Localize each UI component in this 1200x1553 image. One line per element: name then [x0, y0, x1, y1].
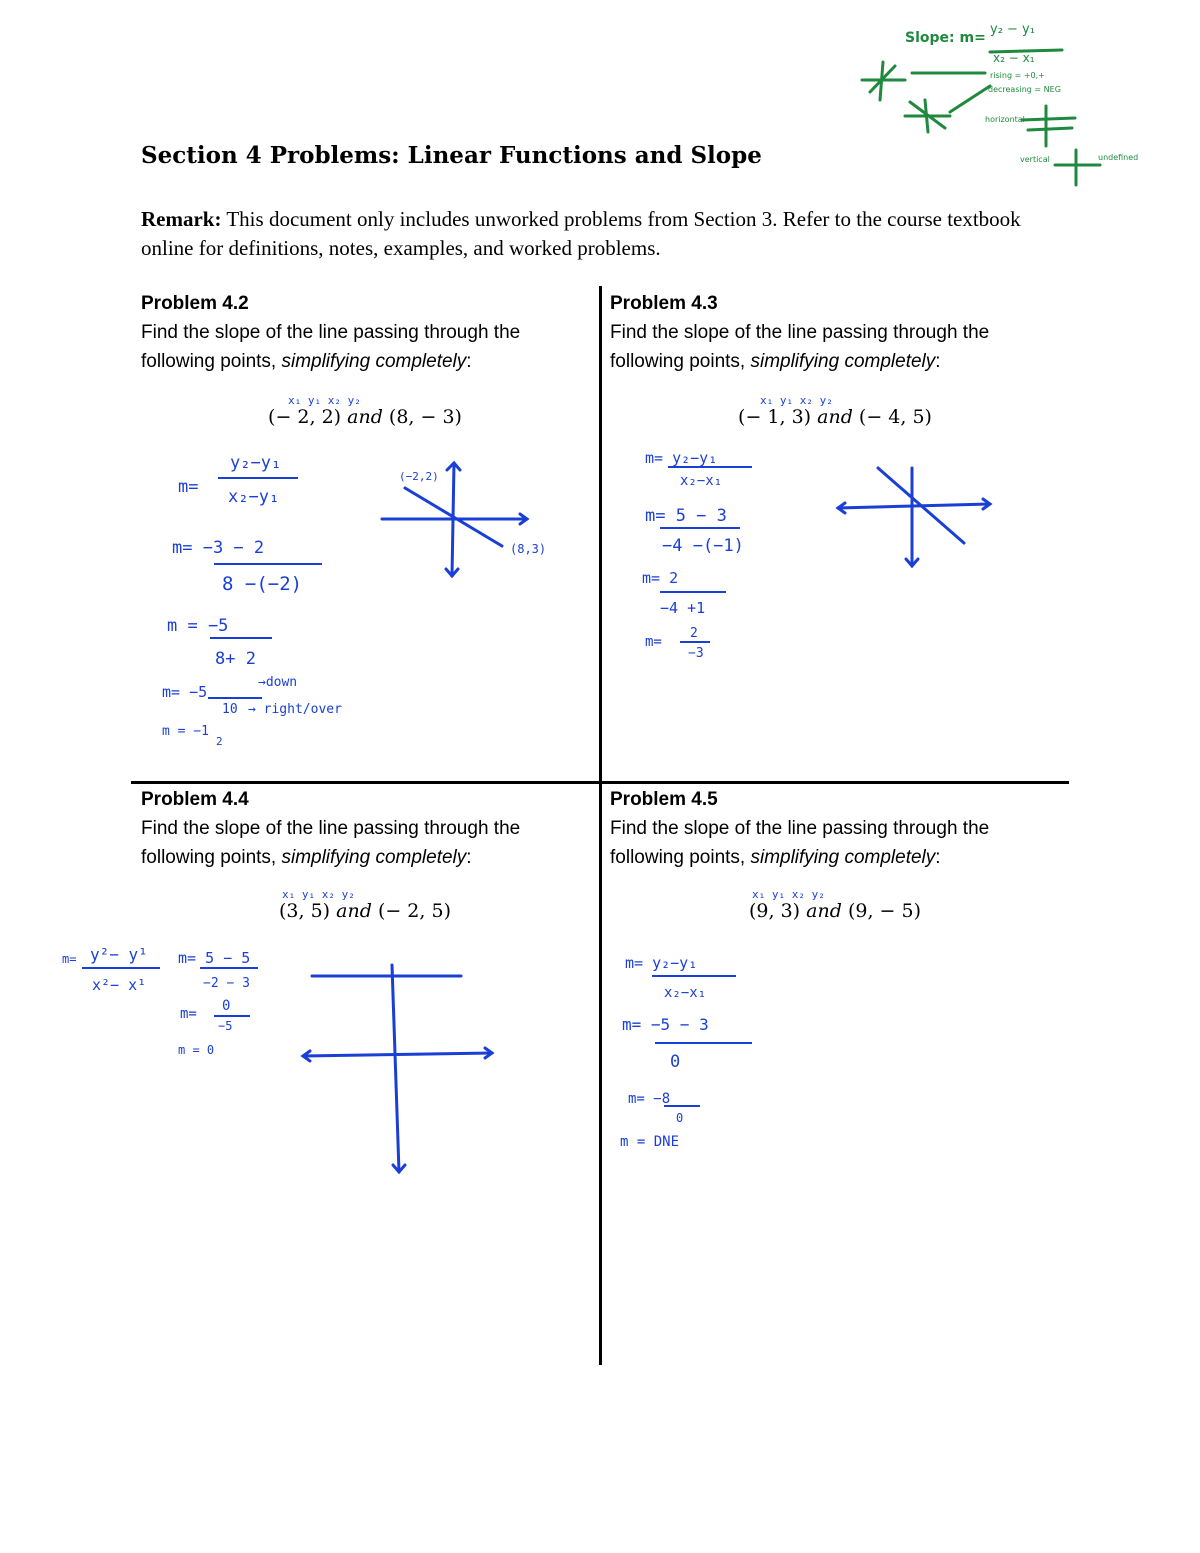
point-1: (− 1, 3): [738, 406, 812, 428]
graph-point-label: (8,3): [510, 542, 547, 556]
graph-point-label: (−2,2): [399, 470, 439, 483]
slope-numerator: y₂ − y₁: [990, 22, 1035, 37]
work-line: −2 − 3: [203, 976, 250, 991]
margin-note-text: [905, 22, 1138, 164]
work-problem-4-2: [162, 394, 546, 748]
problem-prompt: Find the slope of the line passing through the following points, simplifying completely:: [610, 818, 990, 868]
problem-prompt: Find the slope of the line passing through the following points, simplifying completely:: [141, 818, 521, 868]
page-title: Section 4 Problems: Linear Functions and Slope: [141, 142, 762, 169]
work-problem-4-3: [642, 394, 990, 661]
point-2: (8, − 3): [388, 406, 462, 428]
margin-notes: [862, 50, 1100, 185]
conjunction: and: [347, 406, 383, 428]
point-labels: x₁ y₁ x₂ y₂: [760, 394, 833, 407]
work-line: m= −5: [162, 683, 208, 701]
work-line: m=: [178, 477, 199, 497]
remark-text: This document only includes unworked problems from Section 3. Refer to the course textbook online for definitions, notes, examples, and worked problems.: [141, 207, 1021, 260]
point-1: (3, 5): [279, 900, 331, 922]
work-line: 8+ 2: [215, 649, 256, 669]
point-2: (9, − 5): [847, 900, 921, 922]
work-line: m = DNE: [620, 1134, 680, 1150]
work-line: m = 0: [178, 1043, 215, 1057]
positive-slope-note: rising = +0,+: [990, 71, 1045, 80]
work-line: m= −5 − 3: [622, 1015, 709, 1034]
work-line: m=: [180, 1006, 197, 1022]
work-line: → right/over: [248, 702, 342, 717]
work-line: x₂−x₁: [664, 985, 707, 1001]
work-line: →down: [258, 675, 298, 690]
conjunction: and: [817, 406, 853, 428]
horizontal-note: horizontal: [985, 115, 1025, 124]
work-line: m= 5 − 5: [178, 949, 251, 967]
work-line: −4 −(−1): [662, 536, 744, 556]
point-2: (− 2, 5): [377, 900, 451, 922]
work-line: −4 +1: [660, 599, 706, 617]
problem-title: Problem 4.2: [141, 293, 249, 314]
work-line: m=: [62, 952, 77, 966]
work-line: m = −5: [167, 616, 229, 636]
point-labels: x₁ y₁ x₂ y₂: [288, 394, 361, 407]
work-line: 0: [670, 1052, 681, 1072]
work-line: m= 2: [642, 569, 679, 587]
work-line: m = −1: [162, 724, 209, 739]
slope-denominator: x₂ − x₁: [993, 51, 1035, 65]
work-problem-4-5: [620, 888, 825, 1150]
negative-slope-note: decreasing = NEG: [988, 85, 1061, 94]
point-1: (9, 3): [749, 900, 801, 922]
problem-title: Problem 4.4: [141, 789, 249, 810]
work-line: m= 5 − 3: [645, 506, 727, 526]
point-2: (− 4, 5): [858, 406, 932, 428]
problem-prompt: Find the slope of the line passing through the following points, simplifying completely:: [610, 322, 990, 372]
problem-title: Problem 4.3: [610, 293, 718, 314]
conjunction: and: [806, 900, 842, 922]
work-line: 8 −(−2): [222, 573, 303, 595]
work-line: x²− x¹: [92, 976, 147, 994]
point-1: (− 2, 2): [268, 406, 342, 428]
conjunction: and: [336, 900, 372, 922]
work-line: y²− y¹: [90, 945, 148, 964]
work-line: y₂−y₁: [230, 453, 282, 473]
work-line: m= −3 − 2: [172, 538, 265, 558]
work-line: m=: [645, 634, 662, 650]
work-line: 10: [222, 702, 238, 717]
undefined-note: undefined: [1098, 153, 1139, 162]
work-line: −5: [218, 1019, 233, 1033]
work-line: x₂−x₁: [680, 473, 723, 489]
work-line: x₂−y₁: [228, 487, 280, 507]
problem-prompt: Find the slope of the line passing through the following points, simplifying completely:: [141, 322, 521, 372]
work-line: m= y₂−y₁: [645, 449, 718, 467]
problem-title: Problem 4.5: [610, 789, 718, 810]
point-labels: x₁ y₁ x₂ y₂: [282, 888, 355, 901]
work-line: 2: [216, 735, 223, 748]
remark-label: Remark:: [141, 207, 222, 231]
work-line: 0: [222, 998, 231, 1014]
work-line: 0: [676, 1111, 684, 1125]
work-line: −3: [688, 646, 704, 661]
work-line: m= y₂−y₁: [625, 954, 698, 972]
work-line: 2: [690, 626, 698, 641]
work-line: m= −8: [628, 1091, 671, 1107]
point-labels: x₁ y₁ x₂ y₂: [752, 888, 825, 901]
slope-label: Slope: m=: [905, 30, 986, 46]
vertical-note: vertical: [1020, 155, 1050, 164]
work-problem-4-4: [62, 888, 492, 1172]
